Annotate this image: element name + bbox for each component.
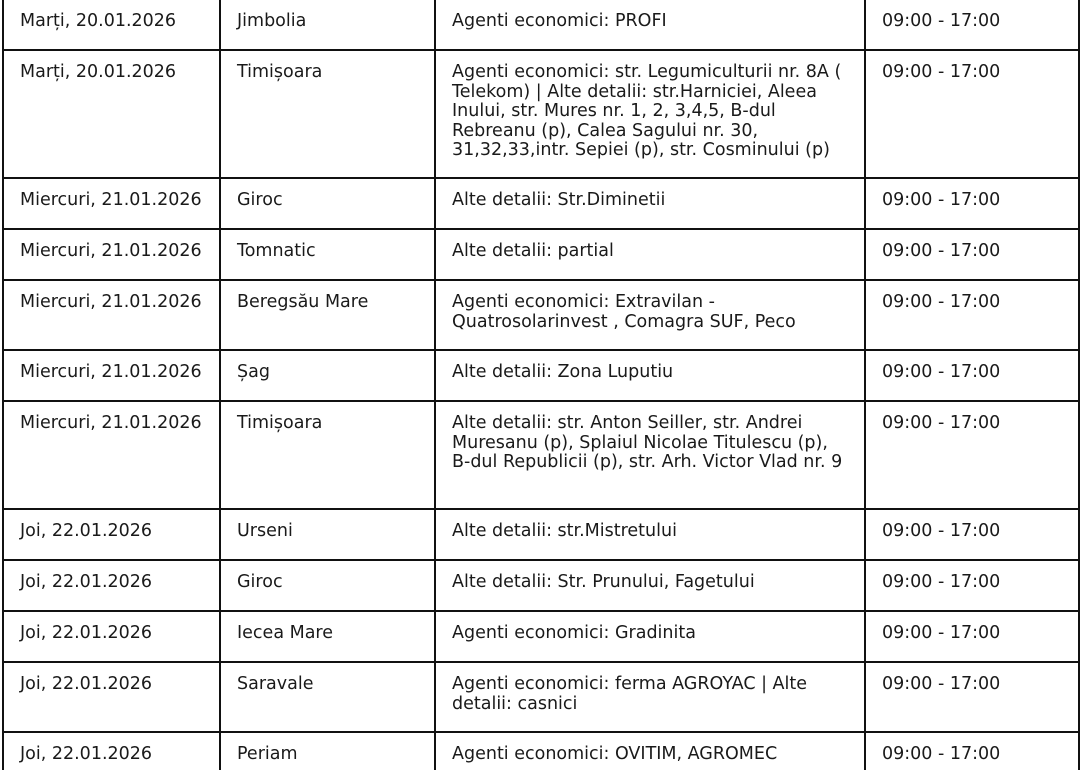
details-cell: Agenti economici: PROFI bbox=[435, 0, 865, 50]
date-cell: Marți, 20.01.2026 bbox=[3, 0, 220, 50]
date-cell: Miercuri, 21.01.2026 bbox=[3, 280, 220, 350]
details-cell: Agenti economici: Extravilan - Quatrosolarinvest , Comagra SUF, Peco bbox=[435, 280, 865, 350]
locality-cell: Beregsău Mare bbox=[220, 280, 435, 350]
details-cell: Alte detalii: Zona Luputiu bbox=[435, 350, 865, 401]
locality-cell: Timișoara bbox=[220, 401, 435, 509]
locality-cell: Periam bbox=[220, 732, 435, 770]
table-row bbox=[3, 229, 1079, 280]
details-cell: Agenti economici: str. Legumiculturii nr. 8A ( Telekom) | Alte detalii: str.Harniciei, Aleea Inului, str. Mures nr. 1, 2, 3,4,5, B-dul Rebreanu (p), Calea Sagului nr. 30, 31,32,33,intr. Sepiei (p), str. Cosminului (p) bbox=[435, 50, 865, 178]
table-row bbox=[3, 611, 1079, 662]
date-cell: Miercuri, 21.01.2026 bbox=[3, 401, 220, 509]
details-cell: Alte detalii: partial bbox=[435, 229, 865, 280]
table-row bbox=[3, 662, 1079, 732]
hours-cell: 09:00 - 17:00 bbox=[865, 560, 1079, 611]
locality-cell: Timișoara bbox=[220, 50, 435, 178]
hours-cell: 09:00 - 17:00 bbox=[865, 662, 1079, 732]
date-cell: Joi, 22.01.2026 bbox=[3, 509, 220, 560]
locality-cell: Giroc bbox=[220, 178, 435, 229]
date-cell: Joi, 22.01.2026 bbox=[3, 560, 220, 611]
date-cell: Joi, 22.01.2026 bbox=[3, 611, 220, 662]
date-cell: Joi, 22.01.2026 bbox=[3, 662, 220, 732]
date-cell: Miercuri, 21.01.2026 bbox=[3, 178, 220, 229]
details-cell: Alte detalii: Str. Prunului, Fagetului bbox=[435, 560, 865, 611]
details-cell: Alte detalii: Str.Diminetii bbox=[435, 178, 865, 229]
hours-cell: 09:00 - 17:00 bbox=[865, 178, 1079, 229]
details-cell: Agenti economici: OVITIM, AGROMEC bbox=[435, 732, 865, 770]
date-cell: Joi, 22.01.2026 bbox=[3, 732, 220, 770]
date-cell: Marți, 20.01.2026 bbox=[3, 50, 220, 178]
date-cell: Miercuri, 21.01.2026 bbox=[3, 229, 220, 280]
table-row bbox=[3, 560, 1079, 611]
table-row bbox=[3, 280, 1079, 350]
hours-cell: 09:00 - 17:00 bbox=[865, 0, 1079, 50]
table-row bbox=[3, 50, 1079, 178]
hours-cell: 09:00 - 17:00 bbox=[865, 280, 1079, 350]
details-cell: Agenti economici: Gradinita bbox=[435, 611, 865, 662]
table-row bbox=[3, 178, 1079, 229]
locality-cell: Iecea Mare bbox=[220, 611, 435, 662]
table-row bbox=[3, 732, 1079, 770]
date-cell: Miercuri, 21.01.2026 bbox=[3, 350, 220, 401]
table-row bbox=[3, 0, 1079, 50]
hours-cell: 09:00 - 17:00 bbox=[865, 229, 1079, 280]
details-cell: Alte detalii: str.Mistretului bbox=[435, 509, 865, 560]
hours-cell: 09:00 - 17:00 bbox=[865, 611, 1079, 662]
hours-cell: 09:00 - 17:00 bbox=[865, 350, 1079, 401]
outage-schedule-table bbox=[2, 0, 1080, 770]
table-row bbox=[3, 350, 1079, 401]
locality-cell: Urseni bbox=[220, 509, 435, 560]
locality-cell: Saravale bbox=[220, 662, 435, 732]
hours-cell: 09:00 - 17:00 bbox=[865, 732, 1079, 770]
locality-cell: Tomnatic bbox=[220, 229, 435, 280]
table-row bbox=[3, 401, 1079, 509]
locality-cell: Șag bbox=[220, 350, 435, 401]
hours-cell: 09:00 - 17:00 bbox=[865, 401, 1079, 509]
details-cell: Alte detalii: str. Anton Seiller, str. Andrei Muresanu (p), Splaiul Nicolae Titulescu (p), B-dul Republicii (p), str. Arh. Victor Vlad nr. 9 bbox=[435, 401, 865, 509]
hours-cell: 09:00 - 17:00 bbox=[865, 509, 1079, 560]
table-row bbox=[3, 509, 1079, 560]
details-cell: Agenti economici: ferma AGROYAC | Alte detalii: casnici bbox=[435, 662, 865, 732]
hours-cell: 09:00 - 17:00 bbox=[865, 50, 1079, 178]
locality-cell: Giroc bbox=[220, 560, 435, 611]
locality-cell: Jimbolia bbox=[220, 0, 435, 50]
